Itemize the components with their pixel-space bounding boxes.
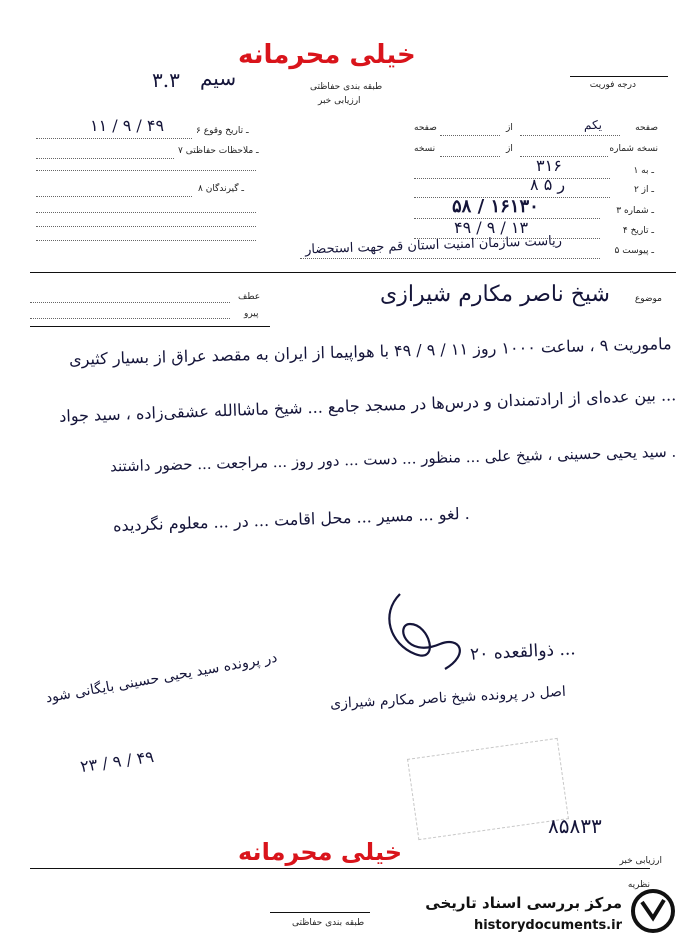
page-value: یکم: [584, 118, 602, 132]
follow-label: پیرو: [244, 309, 259, 319]
copy-unit: نسخه: [414, 144, 436, 154]
field-2-value: ۸ ر ۵: [530, 175, 566, 194]
watermark-logo-icon: [630, 888, 676, 938]
classification-top: خیلی محرمانه: [238, 40, 416, 70]
page-unit: صفحه: [414, 123, 437, 133]
priority-label: درجه فوریت: [589, 80, 636, 90]
watermark-url: historydocuments.ir: [473, 918, 622, 933]
body-line-3: سید یحیی حسینی ، شیخ علی ... منظور ... دست ... دور روز ... مراجعت ... حضور داشتند .: [109, 442, 677, 476]
subject-value: شیخ ناصر مکارم شیرازی: [380, 282, 610, 307]
classification-bottom: خیلی محرمانه: [238, 838, 403, 866]
field-8-label: ۸ ـ گیرندگان: [198, 184, 245, 194]
serial-number: ۸۵۸۳۳: [548, 814, 602, 838]
signature-text: ۲۰ ذوالقعده ...: [469, 639, 577, 665]
classification-label: طبقه بندی حفاظتی: [310, 82, 383, 92]
field-5-value: ریاست سازمان امنیت استان قم جهت استحضار: [304, 233, 563, 258]
header-rule: [30, 272, 676, 273]
field-7-label: ۷ ـ ملاحظات حفاظتی: [178, 146, 259, 156]
faint-stamp: [407, 738, 569, 840]
page-of: از: [506, 123, 513, 133]
field-3-value: ۵۸ / ۱۶۱۳۰: [452, 196, 539, 217]
copy-label: نسخه شماره: [609, 144, 658, 154]
field-3-label: ۳ ـ شماره: [616, 206, 654, 216]
left-note-date: ۲۳ / ۹ / ۴۹: [79, 746, 156, 777]
doc-code-prefix: سیم: [200, 66, 237, 90]
watermark-name: مرکز بررسی اسناد تاریخی: [425, 894, 622, 912]
priority-underline: [570, 76, 668, 77]
field-1-value: ۳۱۶: [536, 156, 562, 175]
footer-class-label: طبقه بندی حفاظتی: [292, 918, 365, 928]
signature-note: اصل در پرونده شیخ ناصر مکارم شیرازی: [329, 683, 567, 713]
field-5-label: ۵ ـ پیوست: [614, 246, 654, 256]
field-1-label: ۱ ـ به: [633, 166, 654, 176]
body-line-4: لغو ... مسیر ... محل اقامت ... در ... معلوم نگردیده .: [112, 503, 471, 536]
footer-comment-label: نظریه: [627, 880, 650, 890]
field-4-label: ۴ ـ تاریخ: [622, 226, 654, 236]
left-note: در پرونده سید یحیی حسینی بایگانی شود: [44, 649, 279, 707]
field-6-label: ۶ ـ تاریخ وقوع: [196, 126, 249, 136]
page-label: صفحه: [635, 123, 658, 133]
doc-code-value: ۳.۳: [152, 68, 180, 92]
field-4-value: ۴۹ / ۹ / ۱۳: [454, 218, 529, 237]
body-line-1: ماموریت ۹ ، ساعت ۱۰۰۰ روز ۱۱ / ۹ / ۴۹ با هواپیما از ایران به مقصد عراق از بسیار کثیری: [69, 334, 673, 369]
field-2-label: ۲ ـ از: [633, 185, 654, 195]
field-6-value: ۱۱ / ۹ / ۴۹: [90, 116, 165, 135]
subject-label: موضوع: [634, 294, 662, 304]
ref-label: عطف: [238, 292, 261, 302]
news-rating-label: ارزیابی خبر: [318, 96, 361, 106]
body-line-2: بین عده‌ای از ارادتمندان و درس‌ها در مسجد جامع ... شیخ ماشاالله عشقی‌زاده ، سید جواد ...: [58, 385, 677, 426]
footer-rating-label: ارزیابی خبر: [619, 856, 662, 866]
copy-of: از: [506, 144, 513, 154]
